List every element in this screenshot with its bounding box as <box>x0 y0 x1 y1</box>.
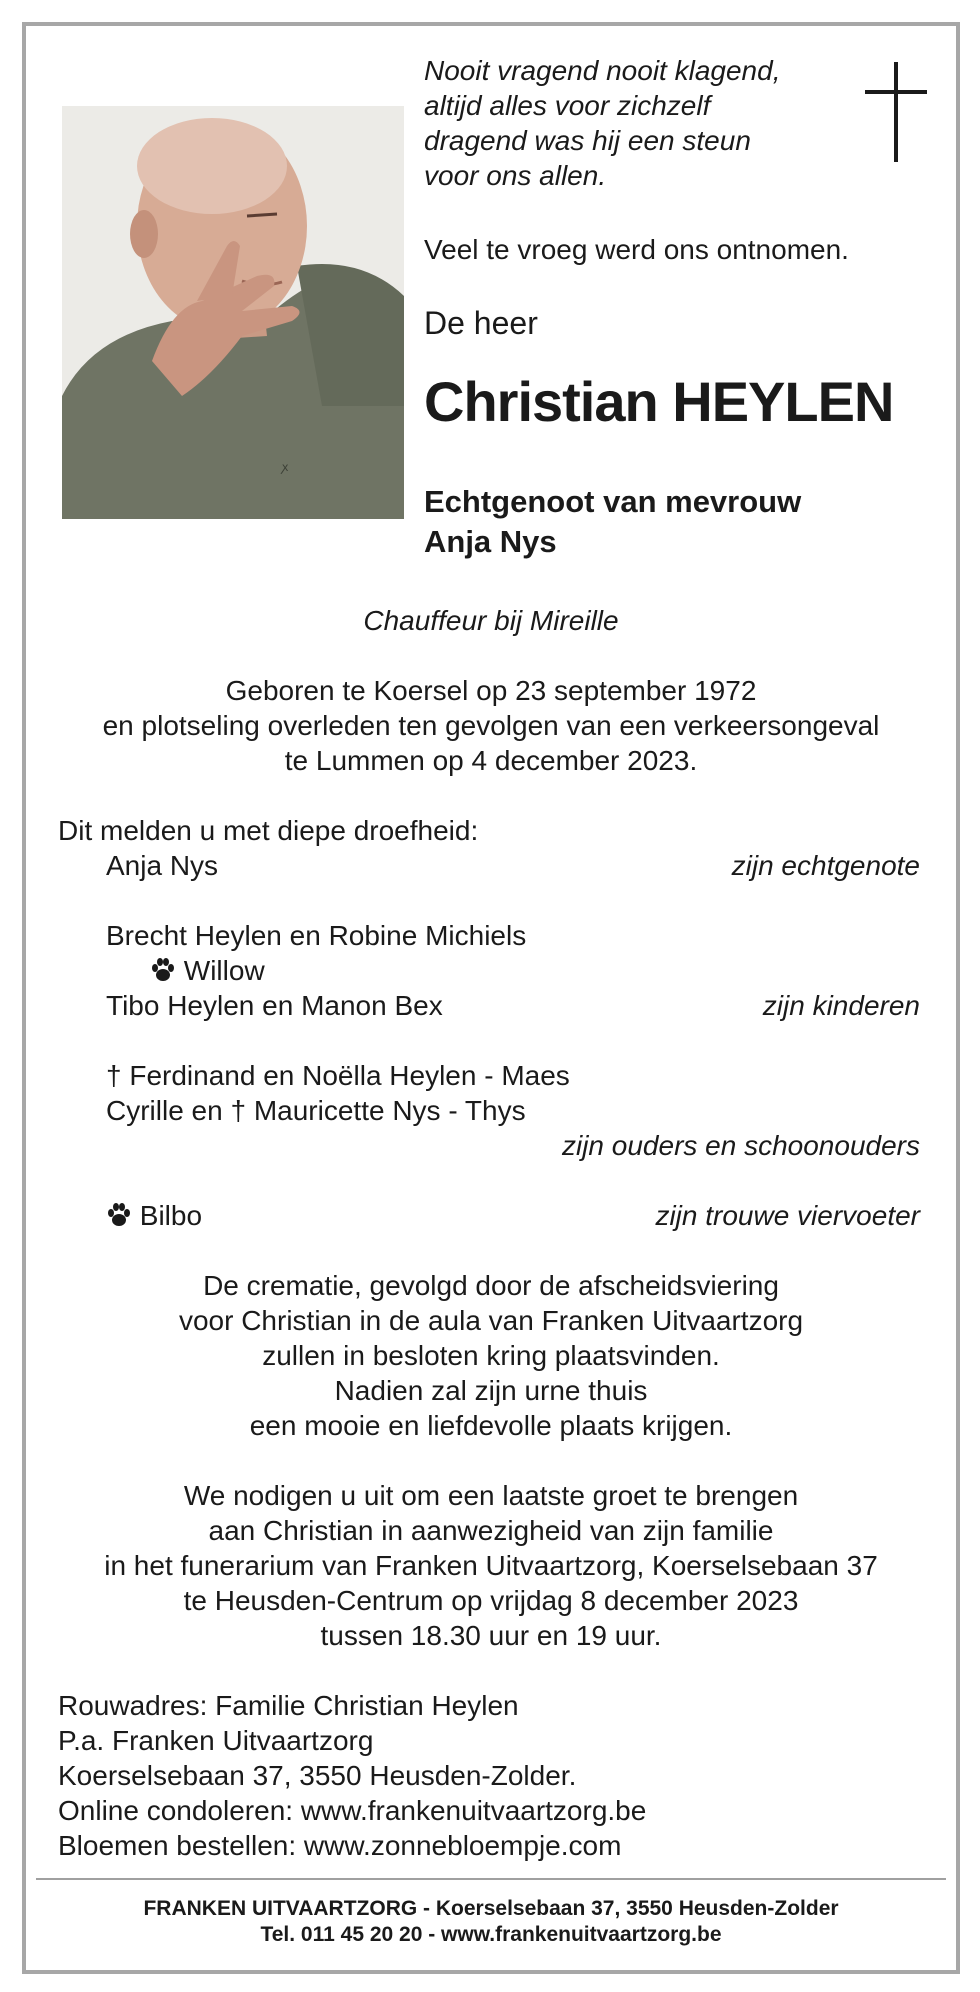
cremation-line-3: zullen in besloten kring plaatsvinden. <box>262 1340 720 1371</box>
family-pet-2: Bilbo <box>139 1200 203 1231</box>
verse-line-1: Nooit vragend nooit klagend, <box>424 55 781 86</box>
family-pet-1-row <box>150 954 265 988</box>
birth-line-2: en plotseling overleden ten gevolgen van een verkeersongeval <box>102 710 880 741</box>
taken-line: Veel te vroeg werd ons ontnomen. <box>424 234 849 265</box>
cremation-line-2: voor Christian in de aula van Franken Uitvaartzorg <box>178 1305 804 1336</box>
family-pet-role: zijn trouwe viervoeter <box>655 1200 920 1231</box>
paw-icon <box>106 1202 132 1228</box>
family-parents-2: Cyrille en † Mauricette Nys - Thys <box>106 1095 526 1126</box>
svg-text:ꭗ: ꭗ <box>282 460 289 474</box>
footer-line-1: FRANKEN UITVAARTZORG - Koerselsebaan 37, 3550 Heusden-Zolder <box>143 1897 839 1920</box>
condolence-link[interactable]: Online condoleren: www.frankenuitvaartzorg.be <box>58 1795 647 1826</box>
divider <box>36 1878 946 1880</box>
occupation: Chauffeur bij Mireille <box>363 605 619 636</box>
birth-line-3: te Lummen op 4 december 2023. <box>284 745 698 776</box>
deceased-name: Christian HEYLEN <box>424 370 894 433</box>
visit-line-2: aan Christian in aanwezigheid van zijn familie <box>208 1515 774 1546</box>
verse-line-3: dragend was hij een steun <box>424 125 751 156</box>
family-child-1: Brecht Heylen en Robine Michiels <box>106 920 527 951</box>
visit-line-3: in het funerarium van Franken Uitvaartzorg, Koerselsebaan 37 <box>104 1550 878 1581</box>
obituary-card <box>22 22 960 1974</box>
family-parents-1: † Ferdinand en Noëlla Heylen - Maes <box>106 1060 570 1091</box>
family-pet-1: Willow <box>183 955 265 986</box>
family-spouse-role: zijn echtgenote <box>731 850 920 881</box>
spouse-line-1: Echtgenoot van mevrouw <box>424 484 802 519</box>
visit-line-4: te Heusden-Centrum op vrijdag 8 december 2023 <box>183 1585 799 1616</box>
announce-intro: Dit melden u met diepe droefheid: <box>58 815 479 846</box>
family-child-2: Tibo Heylen en Manon Bex <box>106 990 443 1021</box>
family-pet-2-row <box>106 1199 202 1233</box>
family-parents-role: zijn ouders en schoonouders <box>561 1130 920 1161</box>
cremation-line-1: De crematie, gevolgd door de afscheidsviering <box>203 1270 779 1301</box>
salutation: De heer <box>424 305 538 341</box>
verse-line-4: voor ons allen. <box>424 160 607 191</box>
visit-line-1: We nodigen u uit om een laatste groet te brengen <box>183 1480 799 1511</box>
paw-icon <box>150 957 176 983</box>
flowers-link[interactable]: Bloemen bestellen: www.zonnebloempje.com <box>58 1830 622 1861</box>
cremation-line-5: een mooie en liefdevolle plaats krijgen. <box>249 1410 733 1441</box>
portrait-photo <box>62 106 404 519</box>
verse-line-2: altijd alles voor zichzelf <box>424 90 711 121</box>
address-line-1: Rouwadres: Familie Christian Heylen <box>58 1690 519 1721</box>
family-spouse-name: Anja Nys <box>106 850 219 881</box>
visit-line-5: tussen 18.30 uur en 19 uur. <box>320 1620 662 1651</box>
birth-line-1: Geboren te Koersel op 23 september 1972 <box>225 675 757 706</box>
spouse-line-2: Anja Nys <box>424 524 557 559</box>
cross-icon <box>865 62 927 162</box>
footer-line-2: Tel. 011 45 20 20 - www.frankenuitvaartzorg.be <box>260 1923 722 1946</box>
address-line-3: Koerselsebaan 37, 3550 Heusden-Zolder. <box>58 1760 577 1791</box>
address-line-2: P.a. Franken Uitvaartzorg <box>58 1725 374 1756</box>
family-children-role: zijn kinderen <box>762 990 920 1021</box>
cremation-line-4: Nadien zal zijn urne thuis <box>334 1375 648 1406</box>
